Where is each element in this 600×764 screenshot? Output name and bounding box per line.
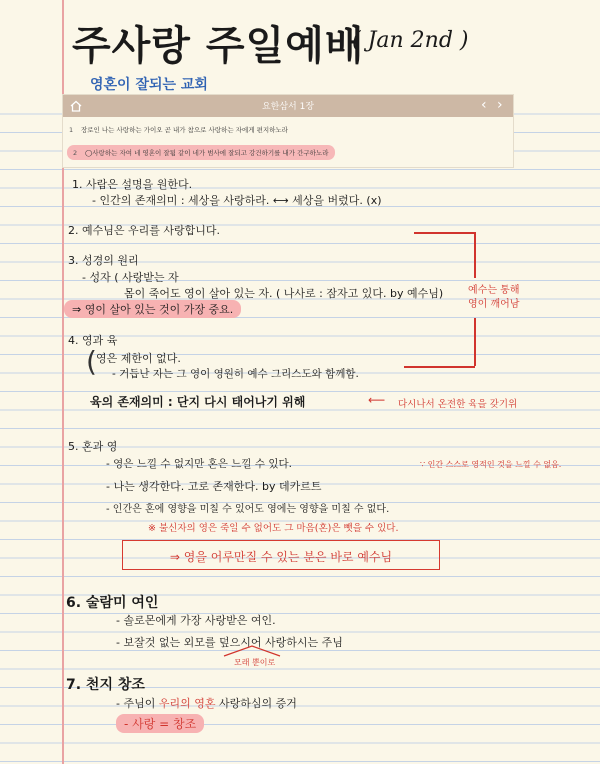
- arrow-line: [474, 318, 476, 366]
- section-1-title: 1. 사람은 설명을 원한다.: [72, 178, 193, 191]
- verse-number: 2: [73, 149, 78, 157]
- chapter-title: 요한삼서 1장: [261, 102, 315, 112]
- section-5-line-2: - 나는 생각한다. 고로 존재한다. by 데카르트: [106, 480, 322, 493]
- section-4-title: 4. 영과 육: [68, 334, 118, 347]
- section-2-title: 2. 예수님은 우리를 사랑합니다.: [68, 224, 220, 237]
- section-5-note: ※ 불신자의 영은 죽일 수 없어도 그 마음(혼)은 뺏을 수 있다.: [148, 523, 399, 534]
- section-6-line-1: - 솔로몬에게 가장 사랑받은 여인.: [116, 614, 276, 627]
- section-5-line-3: - 인간은 혼에 영향을 미칠 수 있어도 영에는 영향을 미칠 수 없다.: [106, 504, 390, 515]
- section-5-box-text: ⇒ 영을 어루만질 수 있는 분은 바로 예수님: [169, 550, 393, 564]
- chevron-right-icon[interactable]: ›: [497, 97, 503, 113]
- arrow-line: [414, 232, 474, 234]
- section-6-title: 6. 술람미 여인: [66, 595, 159, 611]
- page-title: 주사랑 주일예배: [72, 22, 365, 69]
- right-note-line-2: 영이 깨어남: [468, 299, 520, 310]
- section-7-line-1-c: 사랑하심의 증거: [218, 697, 297, 710]
- section-7-highlight: - 사랑 = 창조: [116, 714, 204, 733]
- arrow-left-icon: ⟵: [368, 393, 386, 407]
- verse-number: 1: [69, 126, 74, 134]
- section-7-line-1-a: - 주님이: [116, 697, 156, 710]
- arrow-line: [404, 366, 475, 368]
- chevron-left-icon[interactable]: ‹: [481, 97, 487, 113]
- section-7-line-1-b: 우리의 영혼: [158, 697, 216, 710]
- section-4-side-note: 다시나서 온전한 육을 갖기위: [398, 399, 518, 410]
- section-3-title: 3. 성경의 원리: [68, 254, 139, 267]
- section-1-line: - 인간의 존재의미 : 세상을 사랑하라. ⟷ 세상을 버렸다. (x): [92, 194, 382, 207]
- bible-panel: [62, 94, 514, 168]
- section-6-line-2: - 보잘것 없는 외모를 덮으시어 사랑하시는 주님: [116, 636, 343, 649]
- section-5-title: 5. 혼과 영: [68, 440, 118, 453]
- verse-item[interactable]: [69, 125, 288, 134]
- section-4-line-1: 영은 제한이 없다.: [96, 352, 181, 365]
- section-5-box: [122, 540, 440, 570]
- verse-text: 장로인 나는 사랑하는 가이오 곧 내가 참으로 사랑하는 자에게 편지하노라: [81, 126, 288, 134]
- section-4-line-2: - 거듭난 자는 그 영이 영원히 예수 그리스도와 함께함.: [112, 368, 359, 380]
- section-3-line-2: 몸이 죽어도 영이 살아 있는 자. ( 나사로 : 잠자고 있다. by 예수님): [124, 287, 444, 300]
- section-7-line-1: [116, 695, 297, 711]
- brace-icon: (: [86, 345, 97, 378]
- right-note: [468, 284, 519, 312]
- arrow-line: [474, 232, 476, 278]
- section-3-line-1: - 성자 ( 사랑받는 자: [82, 271, 179, 284]
- verse-text: ◯사랑하는 자여 네 영혼이 잘됨 같이 네가 범사에 잘되고 강건하기를 내가 간구하노라: [85, 149, 329, 157]
- section-5-line-1-note: ∵ 인간 스스로 영적인 것을 느낄 수 없음.: [420, 460, 562, 469]
- verse-item-highlighted[interactable]: [67, 145, 335, 160]
- section-6-note: 모래 뿐이로: [234, 658, 276, 667]
- section-5-line-1: - 영은 느낄 수 없지만 혼은 느낄 수 있다.: [106, 458, 292, 470]
- subtitle: 영혼이 잘되는 교회: [90, 77, 208, 93]
- section-4-line-3-text: 육의 존재의미 : 단지 다시 태어나기 위해: [90, 395, 306, 409]
- section-7-title: 7. 천지 창조: [66, 677, 145, 693]
- date-label: ( Jan 2nd ): [352, 28, 469, 53]
- right-note-line-1: 예수는 통해: [468, 285, 520, 296]
- section-3-highlight: ⇒ 영이 살아 있는 것이 가장 중요.: [64, 300, 241, 318]
- bible-panel-header: [63, 95, 513, 117]
- section-4-line-3: [90, 393, 305, 410]
- caret-mark: [222, 644, 282, 658]
